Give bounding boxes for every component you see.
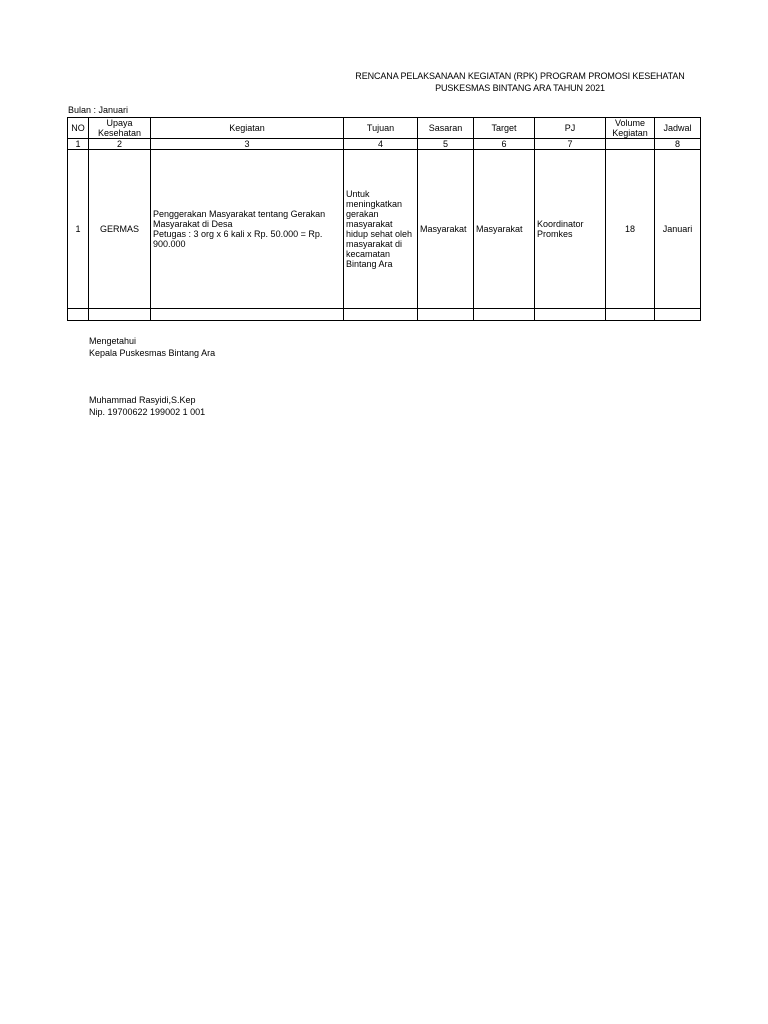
numbering-cell: 5 — [418, 139, 474, 150]
cell-tujuan: Untuk meningkatkan gerakan masyarakat hidup sehat oleh masyarakat di kecamatan Bintang Ara — [344, 150, 418, 309]
cell-pj: Koordinator Promkes — [535, 150, 606, 309]
empty-cell — [606, 309, 655, 321]
header-no: NO — [68, 118, 89, 139]
numbering-cell: 4 — [344, 139, 418, 150]
cell-sasaran: Masyarakat — [418, 150, 474, 309]
numbering-cell: 8 — [655, 139, 701, 150]
numbering-cell: 3 — [151, 139, 344, 150]
signatory-name: Muhammad Rasyidi,S.Kep — [89, 395, 196, 405]
month-label: Bulan : Januari — [68, 105, 129, 115]
empty-row — [68, 309, 701, 321]
title-line-1: RENCANA PELAKSANAAN KEGIATAN (RPK) PROGRAM PROMOSI KESEHATAN — [355, 71, 685, 81]
cell-target: Masyarakat — [474, 150, 535, 309]
signatory-nip: Nip. 19700622 199002 1 001 — [89, 407, 206, 417]
empty-cell — [344, 309, 418, 321]
empty-cell — [68, 309, 89, 321]
cell-kegiatan — [151, 150, 344, 309]
kegiatan-budget: Petugas : 3 org x 6 kali x Rp. 50.000 = Rp. 900.000 — [153, 229, 323, 249]
numbering-cell: 7 — [535, 139, 606, 150]
header-target: Target — [474, 118, 535, 139]
numbering-cell: 2 — [89, 139, 151, 150]
header-pj: PJ — [535, 118, 606, 139]
kegiatan-description: Penggerakan Masyarakat tentang Gerakan Masyarakat di Desa — [153, 209, 326, 229]
document-title — [330, 70, 710, 94]
rpk-table — [67, 117, 701, 321]
signature-block-bottom — [89, 394, 205, 418]
header-jadwal: Jadwal — [655, 118, 701, 139]
cell-volume: 18 — [606, 150, 655, 309]
header-tujuan: Tujuan — [344, 118, 418, 139]
header-upaya-kesehatan: Upaya Kesehatan — [89, 118, 151, 139]
title-line-2: PUSKESMAS BINTANG ARA TAHUN 2021 — [435, 83, 605, 93]
header-sasaran: Sasaran — [418, 118, 474, 139]
empty-cell — [474, 309, 535, 321]
signatory-position: Kepala Puskesmas Bintang Ara — [89, 348, 216, 358]
header-kegiatan: Kegiatan — [151, 118, 344, 139]
empty-cell — [535, 309, 606, 321]
empty-cell — [151, 309, 344, 321]
numbering-cell: 1 — [68, 139, 89, 150]
numbering-row — [68, 139, 701, 150]
empty-cell — [418, 309, 474, 321]
cell-jadwal: Januari — [655, 150, 701, 309]
numbering-cell — [606, 139, 655, 150]
header-row — [68, 118, 701, 139]
cell-no: 1 — [68, 150, 89, 309]
numbering-cell: 6 — [474, 139, 535, 150]
empty-cell — [655, 309, 701, 321]
acknowledge-label: Mengetahui — [89, 336, 137, 346]
empty-cell — [89, 309, 151, 321]
cell-upaya: GERMAS — [89, 150, 151, 309]
table-row — [68, 150, 701, 309]
signature-block-top — [89, 335, 215, 359]
header-volume-kegiatan: Volume Kegiatan — [606, 118, 655, 139]
